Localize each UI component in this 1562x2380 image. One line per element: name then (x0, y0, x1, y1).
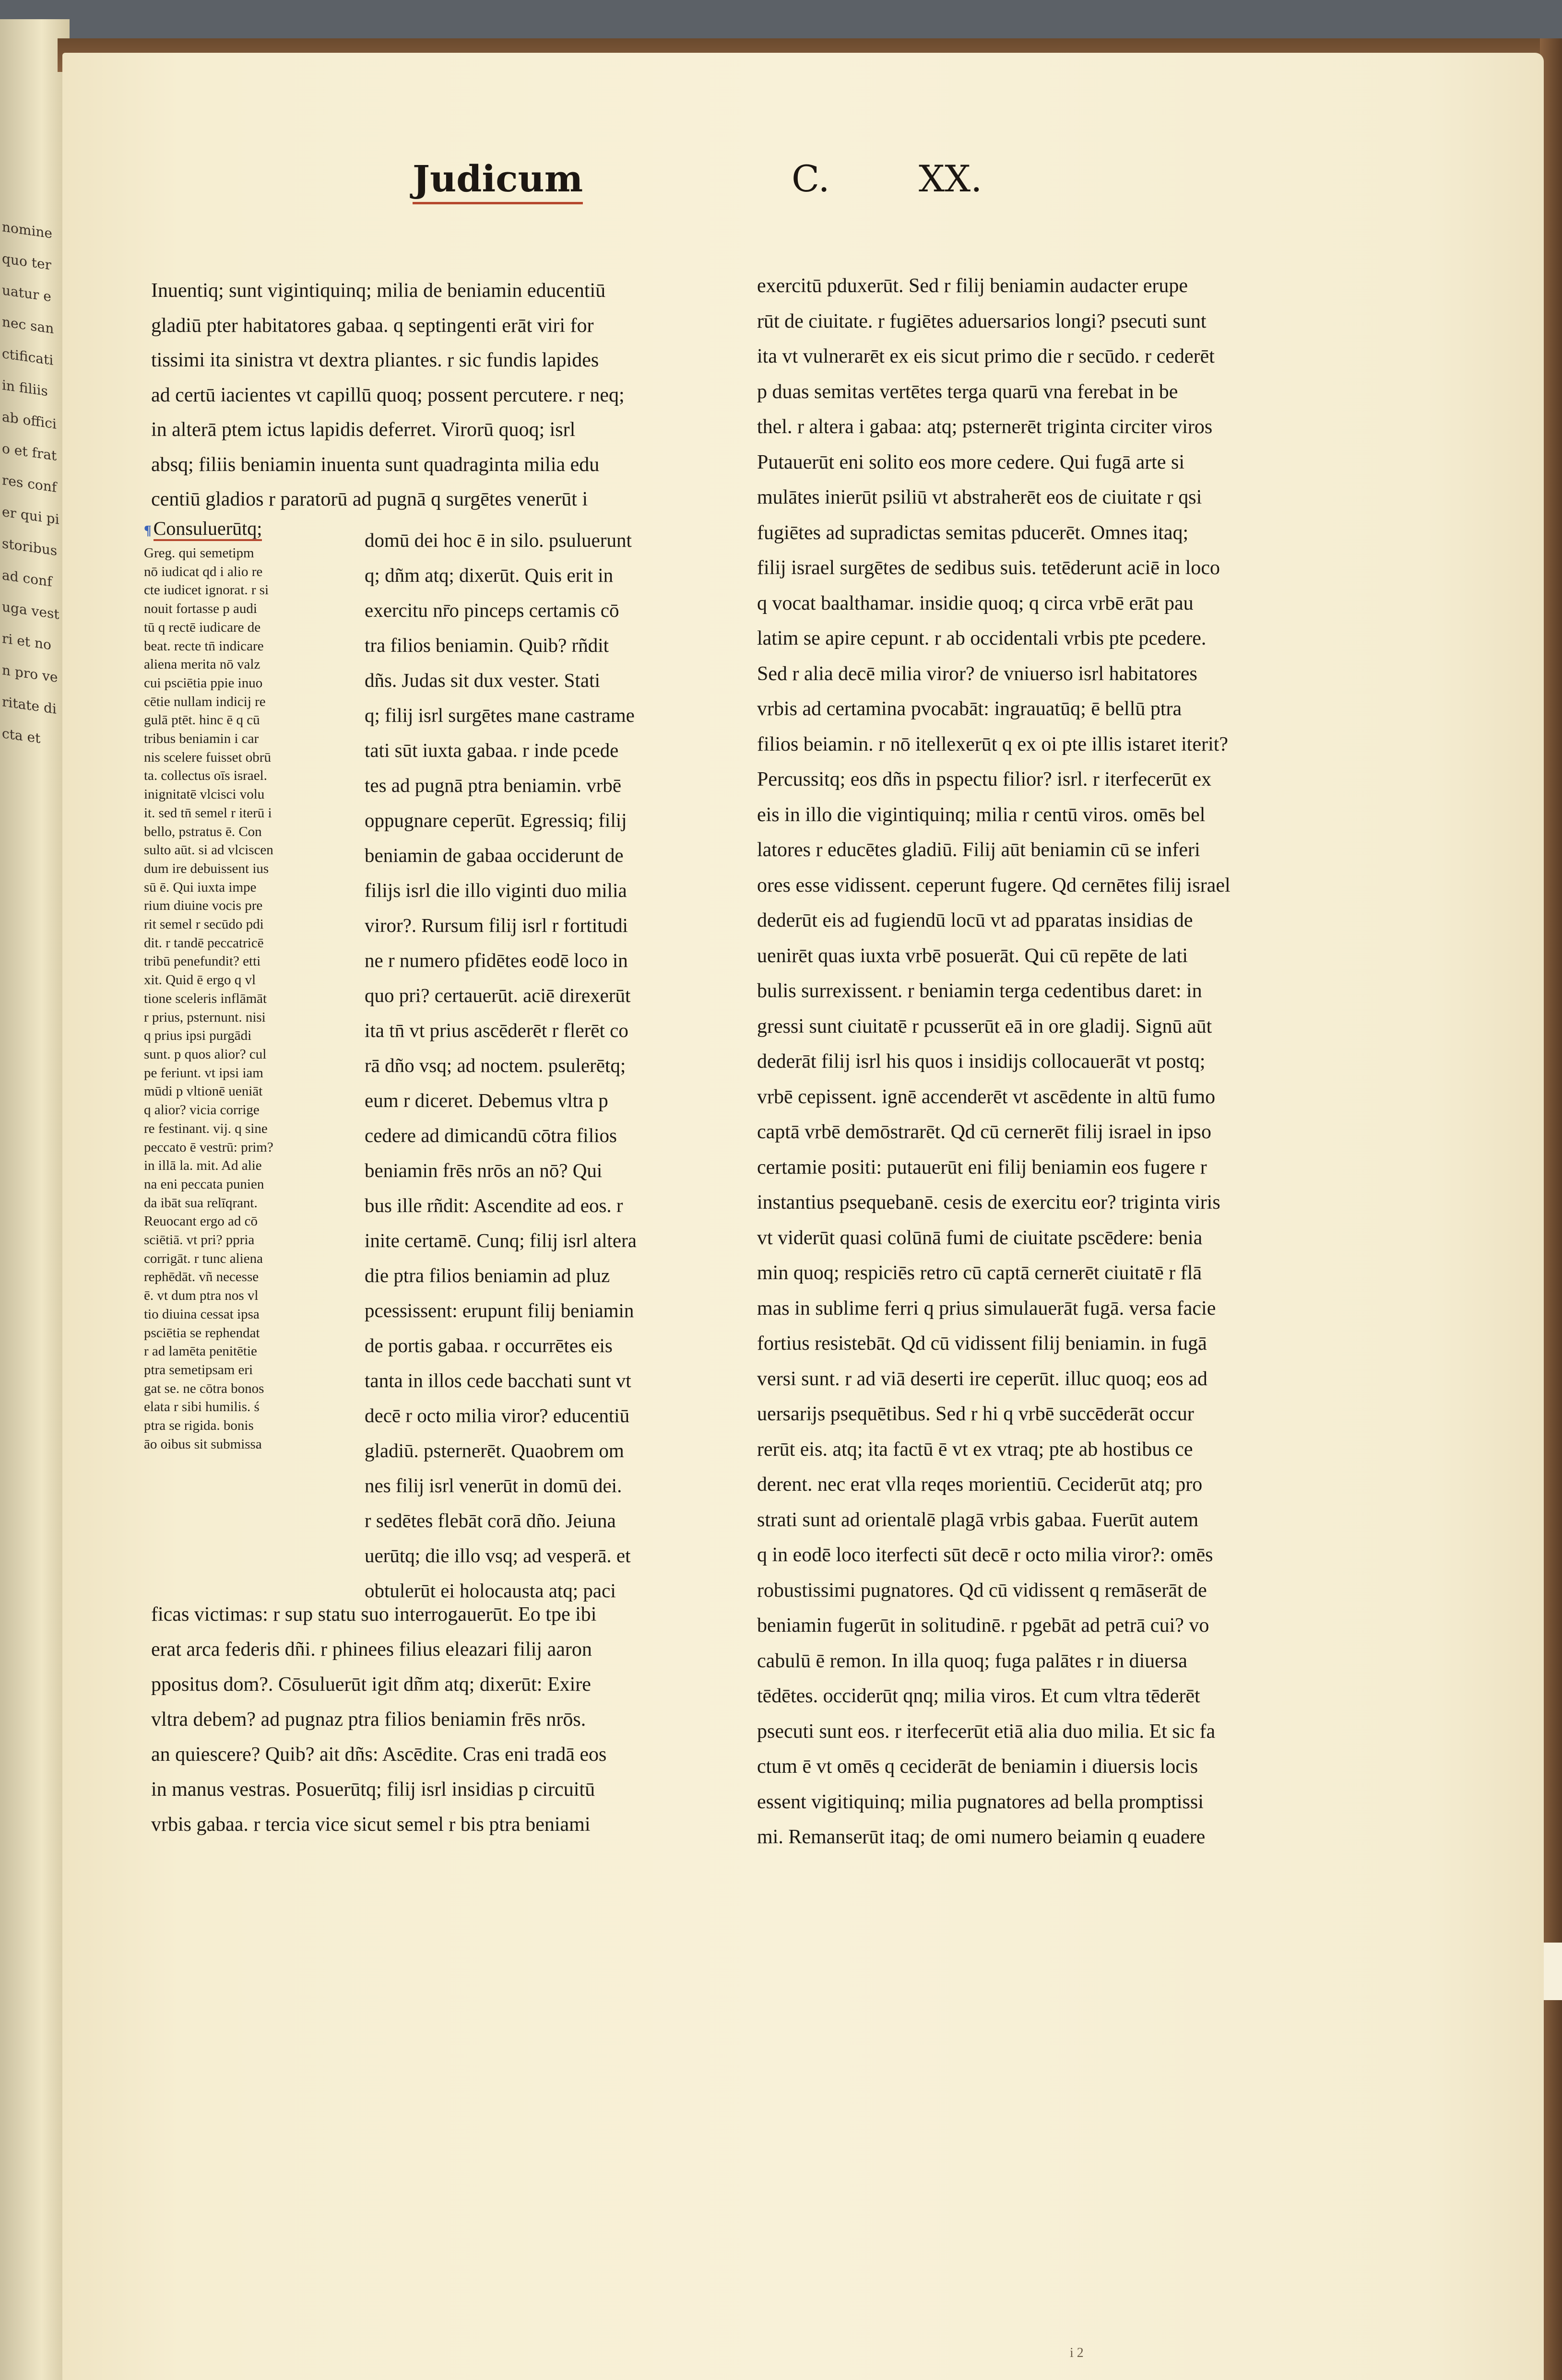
gloss-line: mūdi p vltionē ueniāt (144, 1084, 263, 1099)
text-line: q in eodē loco iterfecti sūt decē r octo milia viror?: omēs (757, 1544, 1213, 1566)
gloss-line: in illā la. mit. Ad alie (144, 1158, 262, 1174)
text-line: vltra debem? ad pugnaz ptra filios beniamin frēs nrōs. (151, 1708, 586, 1731)
gloss-line: sulto aūt. si ad vlciscen (144, 842, 273, 858)
text-line: ita vt vulnerarēt ex eis sicut primo die r secūdo. r cederēt (757, 345, 1215, 367)
text-line: ctum ē vt omēs q ceciderāt de beniamin i diuersis locis (757, 1756, 1198, 1778)
text-line: beniamin frēs nrōs an nō? Qui (365, 1159, 603, 1181)
left-column-continuation (151, 1597, 679, 1842)
text-line: pcessissent: erupunt filij beniamin (365, 1299, 634, 1321)
inner-column (365, 523, 681, 1608)
gloss-line: inignitatē vlcisci volu (144, 787, 265, 802)
text-line: tati sūt iuxta gabaa. r inde pcede (365, 739, 619, 761)
text-line: gladiū pter habitatores gabaa. q septingenti erāt viri for (151, 314, 594, 337)
gloss-line: r prius, psternunt. nisi (144, 1009, 266, 1025)
text-line: q; filij isrl surgētes mane castrame (365, 704, 635, 726)
gloss-line: tribū penefundit? etti (144, 954, 261, 969)
gloss-line: q prius ipsi purgādi (144, 1028, 252, 1044)
text-line: mulātes inierūt psiliū vt abstraherēt eos de ciuitate r qsi (757, 486, 1202, 508)
gloss-line: cētie nullam indicij re (144, 694, 266, 709)
gloss-line: nis scelere fuisset obrū (144, 749, 271, 765)
text-line: rā dño vsq; ad noctem. psulerētq; (365, 1054, 626, 1076)
text-line: domū dei hoc ē in silo. psuluerunt (365, 529, 632, 551)
text-line: nes filij isrl venerūt in domū dei. (365, 1474, 622, 1496)
text-line: robustissimi pugnatores. Qd cū vidissent q remāserāt de (757, 1579, 1207, 1602)
text-line: vrbē cepissent. ignē accenderēt vt ascēdente in altū fumo (757, 1085, 1216, 1108)
text-line: bus ille rñdit: Ascendite ad eos. r (365, 1194, 623, 1216)
gloss-line: bello, pstratus ē. Con (144, 824, 262, 839)
text-line: tissimi ita sinistra vt dextra pliantes. r sic fundis lapides (151, 349, 599, 371)
gloss-line: sciētiā. vt pri? ppria (144, 1232, 255, 1248)
text-line: decē r octo milia viror? educentiū (365, 1404, 630, 1426)
gloss-line: xit. Quid ē ergo q vl (144, 972, 256, 988)
running-head-chapter-number: XX. (919, 157, 982, 200)
text-line: beniamin fugerūt in solitudinē. r pgebāt ad petrā cui? vo (757, 1614, 1209, 1637)
text-line: derent. nec erat vlla reqes morientiū. Ceciderūt atq; pro (757, 1473, 1203, 1496)
text-line: cabulū ē remon. In illa quoq; fuga palātes r in diuersa (757, 1650, 1187, 1672)
gloss-lemma: Consuluerūtq; (154, 518, 262, 541)
text-line: exercitu nr̄o pinceps certamis cō (365, 599, 619, 621)
gloss-line: sū ē. Qui iuxta impe (144, 879, 257, 895)
text-line: vt viderūt quasi colūnā fumi de ciuitate pscēdere: benia (757, 1226, 1203, 1249)
gloss-line: nō iudicat qd i alio re (144, 564, 263, 579)
text-line: obtulerūt ei holocausta atq; paci (365, 1579, 616, 1602)
gloss-line: elata r sibi humilis. ś (144, 1399, 260, 1415)
gloss-line: Greg. qui semetipm (144, 545, 254, 561)
text-line: centiū gladios r paratorū ad pugnā q surgētes venerūt i (151, 488, 588, 510)
gloss-line: gulā ptēt. hinc ē q cū (144, 712, 260, 728)
gloss-line: nouit fortasse p audi (144, 601, 257, 617)
text-line: ores esse vidissent. ceperunt fugere. Qd cernētes filij israel (757, 874, 1231, 896)
text-line: Inuentiq; sunt vigintiquinq; milia de beniamin educentiū (151, 280, 606, 302)
gloss-lines (144, 544, 317, 1453)
text-line: latores r educētes gladiū. Filij aūt beniamin cū se inferi (757, 839, 1200, 861)
text-line: uerūtq; die illo vsq; ad vesperā. et (365, 1544, 631, 1567)
gloss-line: rit semel r secūdo pdi (144, 917, 264, 932)
gloss-line: rium diuine vocis pre (144, 898, 263, 914)
text-line: Sed r alia decē milia viror? de vniuerso isrl habitatores (757, 662, 1197, 685)
text-line: Putauerūt eni solito eos more cedere. Qui fugā arte si (757, 451, 1185, 473)
text-line: rūt de ciuitate. r fugiētes aduersarios longi? psecuti sunt (757, 310, 1207, 332)
left-column-top (151, 273, 679, 517)
gloss-line: cte iudicet ignorat. r si (144, 582, 269, 598)
text-line: exercitū pduxerūt. Sed r filij beniamin audacter erupe (757, 275, 1188, 297)
gloss-line: ptra semetipsam eri (144, 1362, 253, 1378)
text-line: rerūt eis. atq; ita factū ē vt ex vtraq; pte ab hostibus ce (757, 1438, 1193, 1461)
text-line: dederūt eis ad fugiendū locū vt ad pparatas insidias de (757, 909, 1193, 931)
text-line: filij israel surgētes de sedibus suis. tetēderunt aciē in loco (757, 557, 1220, 579)
gloss-line: Reuocant ergo ad cō (144, 1214, 258, 1229)
pilcrow-icon: ¶ (144, 523, 152, 538)
text-line: mas in sublime ferri q prius simulauerāt fugā. versa facie (757, 1297, 1216, 1320)
text-line: eum r diceret. Debemus vltra p (365, 1089, 608, 1111)
text-line: eis in illo die vigintiquinq; milia r centū viros. omēs bel (757, 803, 1206, 826)
text-line: an quiescere? Quib? ait dñs: Ascēdite. Cras eni tradā eos (151, 1744, 607, 1766)
text-line: in manus vestras. Posuerūtq; filij isrl insidias p circuitū (151, 1779, 595, 1801)
text-line: inite certamē. Cunq; filij isrl altera (365, 1229, 637, 1251)
gloss-line: dum ire debuissent ius (144, 860, 269, 876)
text-line: gressi sunt ciuitatē r pcusserūt eā in ore gladij. Signū aūt (757, 1015, 1212, 1037)
text-line: certamie positi: putauerūt eni filij beniamin eos fugere r (757, 1156, 1207, 1178)
text-line: q vocat baalthamar. insidie quoq; q circa vrbē erāt pau (757, 592, 1194, 614)
right-column (757, 269, 1290, 1855)
text-line: r sedētes flebāt corā dño. Jeiuna (365, 1509, 616, 1532)
text-line: p duas semitas vertētes terga quarū vna ferebat in be (757, 380, 1178, 403)
text-line: tes ad pugnā ptra beniamin. vrbē (365, 774, 622, 796)
text-line: uenirēt quas iuxta vrbē posuerāt. Qui cū repēte de lati (757, 944, 1188, 967)
text-line: gladiū. psternerēt. Quaobrem om (365, 1439, 624, 1461)
text-line: cedere ad dimicandū cōtra filios (365, 1124, 617, 1146)
gloss-line: peccato ē vestrū: prim? (144, 1139, 273, 1155)
gloss-line: tione sceleris inflāmāt (144, 990, 267, 1006)
text-line: psecuti sunt eos. r iterfecerūt etiā alia duo milia. Et sic fa (757, 1720, 1216, 1743)
gloss-line: q alior? vicia corrige (144, 1102, 260, 1118)
gloss-line: pe feriunt. vt ipsi iam (144, 1065, 263, 1081)
gloss-line: tribus beniamin i car (144, 731, 259, 747)
gloss-line: r ad lamēta penitētie (144, 1343, 257, 1359)
folio-mark: i 2 (1070, 2345, 1084, 2360)
facing-page-text: nomine quo teruatur e nec sanctificati in filiis ab officio et fratres confer qui pistoribus ad confuga vestri et non pro veritate dicta et (2, 219, 59, 747)
text-line: mi. Remanserūt itaq; de omi numero beiamin q euadere (757, 1826, 1206, 1848)
text-line: absq; filiis beniamin inuenta sunt quadraginta milia edu (151, 453, 600, 476)
gloss-line: ptra se rigida. bonis (144, 1418, 254, 1434)
gloss-commentary (144, 518, 317, 1453)
gloss-line: sunt. p quos alior? cul (144, 1046, 267, 1062)
text-line: essent vigitiquinq; milia pugnatores ad bella promptissi (757, 1791, 1204, 1813)
text-line: fugiētes ad supradictas semitas pducerēt. Omnes itaq; (757, 521, 1189, 544)
text-line: ficas victimas: r sup statu suo interrogauerūt. Eo tpe ibi (151, 1603, 597, 1626)
text-line: ita tn̄ vt prius ascēderēt r flerēt co (365, 1019, 628, 1041)
gloss-line: na eni peccata punien (144, 1176, 264, 1192)
facing-page-edge (0, 19, 70, 2380)
text-line: ne r numero pfidētes eodē loco in (365, 949, 628, 971)
text-line: quo pri? certauerūt. aciē direxerūt (365, 984, 631, 1006)
gloss-line: da ibāt sua relīqrant. (144, 1195, 258, 1211)
gloss-line: it. sed tn̄ semel r iterū i (144, 805, 272, 821)
text-line: filijs isrl die illo viginti duo milia (365, 879, 627, 901)
gloss-line: aliena merita nō valz (144, 657, 260, 672)
text-line: versi sunt. r ad viā deserti ire ceperūt. illuc quoq; eos ad (757, 1367, 1207, 1390)
text-line: die ptra filios beniamin ad pluz (365, 1264, 610, 1286)
text-line: bulis surrexissent. r beniamin terga cedentibus daret: in (757, 980, 1202, 1002)
text-line: ad certū iacientes vt capillū quoq; possent percutere. r neq; (151, 384, 625, 406)
text-line: dñs. Judas sit dux vester. Stati (365, 669, 600, 691)
text-line: ppositus dom?. Cōsuluerūt igit dñm atq; dixerūt: Exire (151, 1673, 591, 1696)
text-line: Percussitq; eos dñs in pspectu filior? isrl. r iterfecerūt ex (757, 768, 1212, 790)
gloss-line: ta. collectus oīs israel. (144, 768, 267, 784)
text-line: captā vrbē demōstrarēt. Qd cū cernerēt filij israel in ipso (757, 1121, 1211, 1143)
gloss-line: tū q rectē iudicare de (144, 619, 261, 635)
gloss-line: cui psciētia ppie inuo (144, 675, 263, 691)
gloss-line: āo oibus sit submissa (144, 1436, 262, 1452)
text-line: de portis gabaa. r occurrētes eis (365, 1334, 613, 1356)
text-line: beniamin de gabaa occiderunt de (365, 844, 624, 866)
gloss-line: corrigāt. r tunc aliena (144, 1250, 263, 1266)
text-line: thel. r altera i gabaa: atq; psternerēt triginta circiter viros (757, 416, 1213, 438)
gloss-line: tio diuina cessat ipsa (144, 1306, 260, 1322)
text-line: in alterā ptem ictus lapidis deferret. Virorū quoq; isrl (151, 419, 576, 441)
gloss-line: ē. vt dum ptra nos vl (144, 1288, 259, 1304)
text-line: oppugnare ceperūt. Egressiq; filij (365, 809, 627, 831)
gloss-line: re festinant. vij. q sine (144, 1120, 268, 1136)
running-head-title: Judicum (413, 157, 583, 204)
text-line: tra filios beniamin. Quib? rñdit (365, 634, 609, 656)
gloss-line: gat se. ne cōtra bonos (144, 1380, 264, 1396)
text-line: strati sunt ad orientalē plagā vrbis gabaa. Fuerūt autem (757, 1508, 1199, 1531)
text-line: viror?. Rursum filij isrl r fortitudi (365, 914, 628, 936)
text-line: min quoq; respiciēs retro cū captā cernerēt ciuitatē r flā (757, 1262, 1202, 1284)
text-line: tanta in illos cede bacchati sunt vt (365, 1369, 631, 1391)
gloss-line: beat. recte tn̄ indicare (144, 638, 264, 654)
text-line: fortius resistebāt. Qd cū vidissent filij beniamin. in fugā (757, 1332, 1207, 1355)
gloss-line: dit. r tandē peccatricē (144, 935, 264, 951)
gloss-line: psciētia se rephendat (144, 1325, 260, 1341)
text-line: vrbis gabaa. r tercia vice sicut semel r bis ptra beniami (151, 1814, 591, 1836)
text-line: dederāt filij isrl his quos i insidijs collocauerāt vt postq; (757, 1050, 1206, 1072)
text-line: erat arca federis dñi. r phinees filius eleazari filij aaron (151, 1638, 592, 1661)
text-line: latim se apire cepunt. r ab occidentali vrbis pte pcedere. (757, 627, 1207, 649)
running-head-chapter-label: C. (792, 157, 830, 200)
text-line: tēdētes. occiderūt qnq; milia viros. Et cum vltra tēderēt (757, 1685, 1200, 1707)
text-line: filios beiamin. r nō itellexerūt q ex oi pte illis istaret iterit? (757, 733, 1229, 755)
text-line: uersarijs psequētibus. Sed r hi q vrbē succēderāt occur (757, 1403, 1194, 1425)
text-line: q; dñm atq; dixerūt. Quis erit in (365, 564, 614, 586)
gloss-line: rephēdāt. vñ necesse (144, 1269, 259, 1285)
text-line: vrbis ad certamina pvocabāt: ingrauatūq; ē bellū ptra (757, 698, 1182, 720)
text-line: instantius psequebanē. cesis de exercitu eor? triginta viris (757, 1191, 1220, 1214)
